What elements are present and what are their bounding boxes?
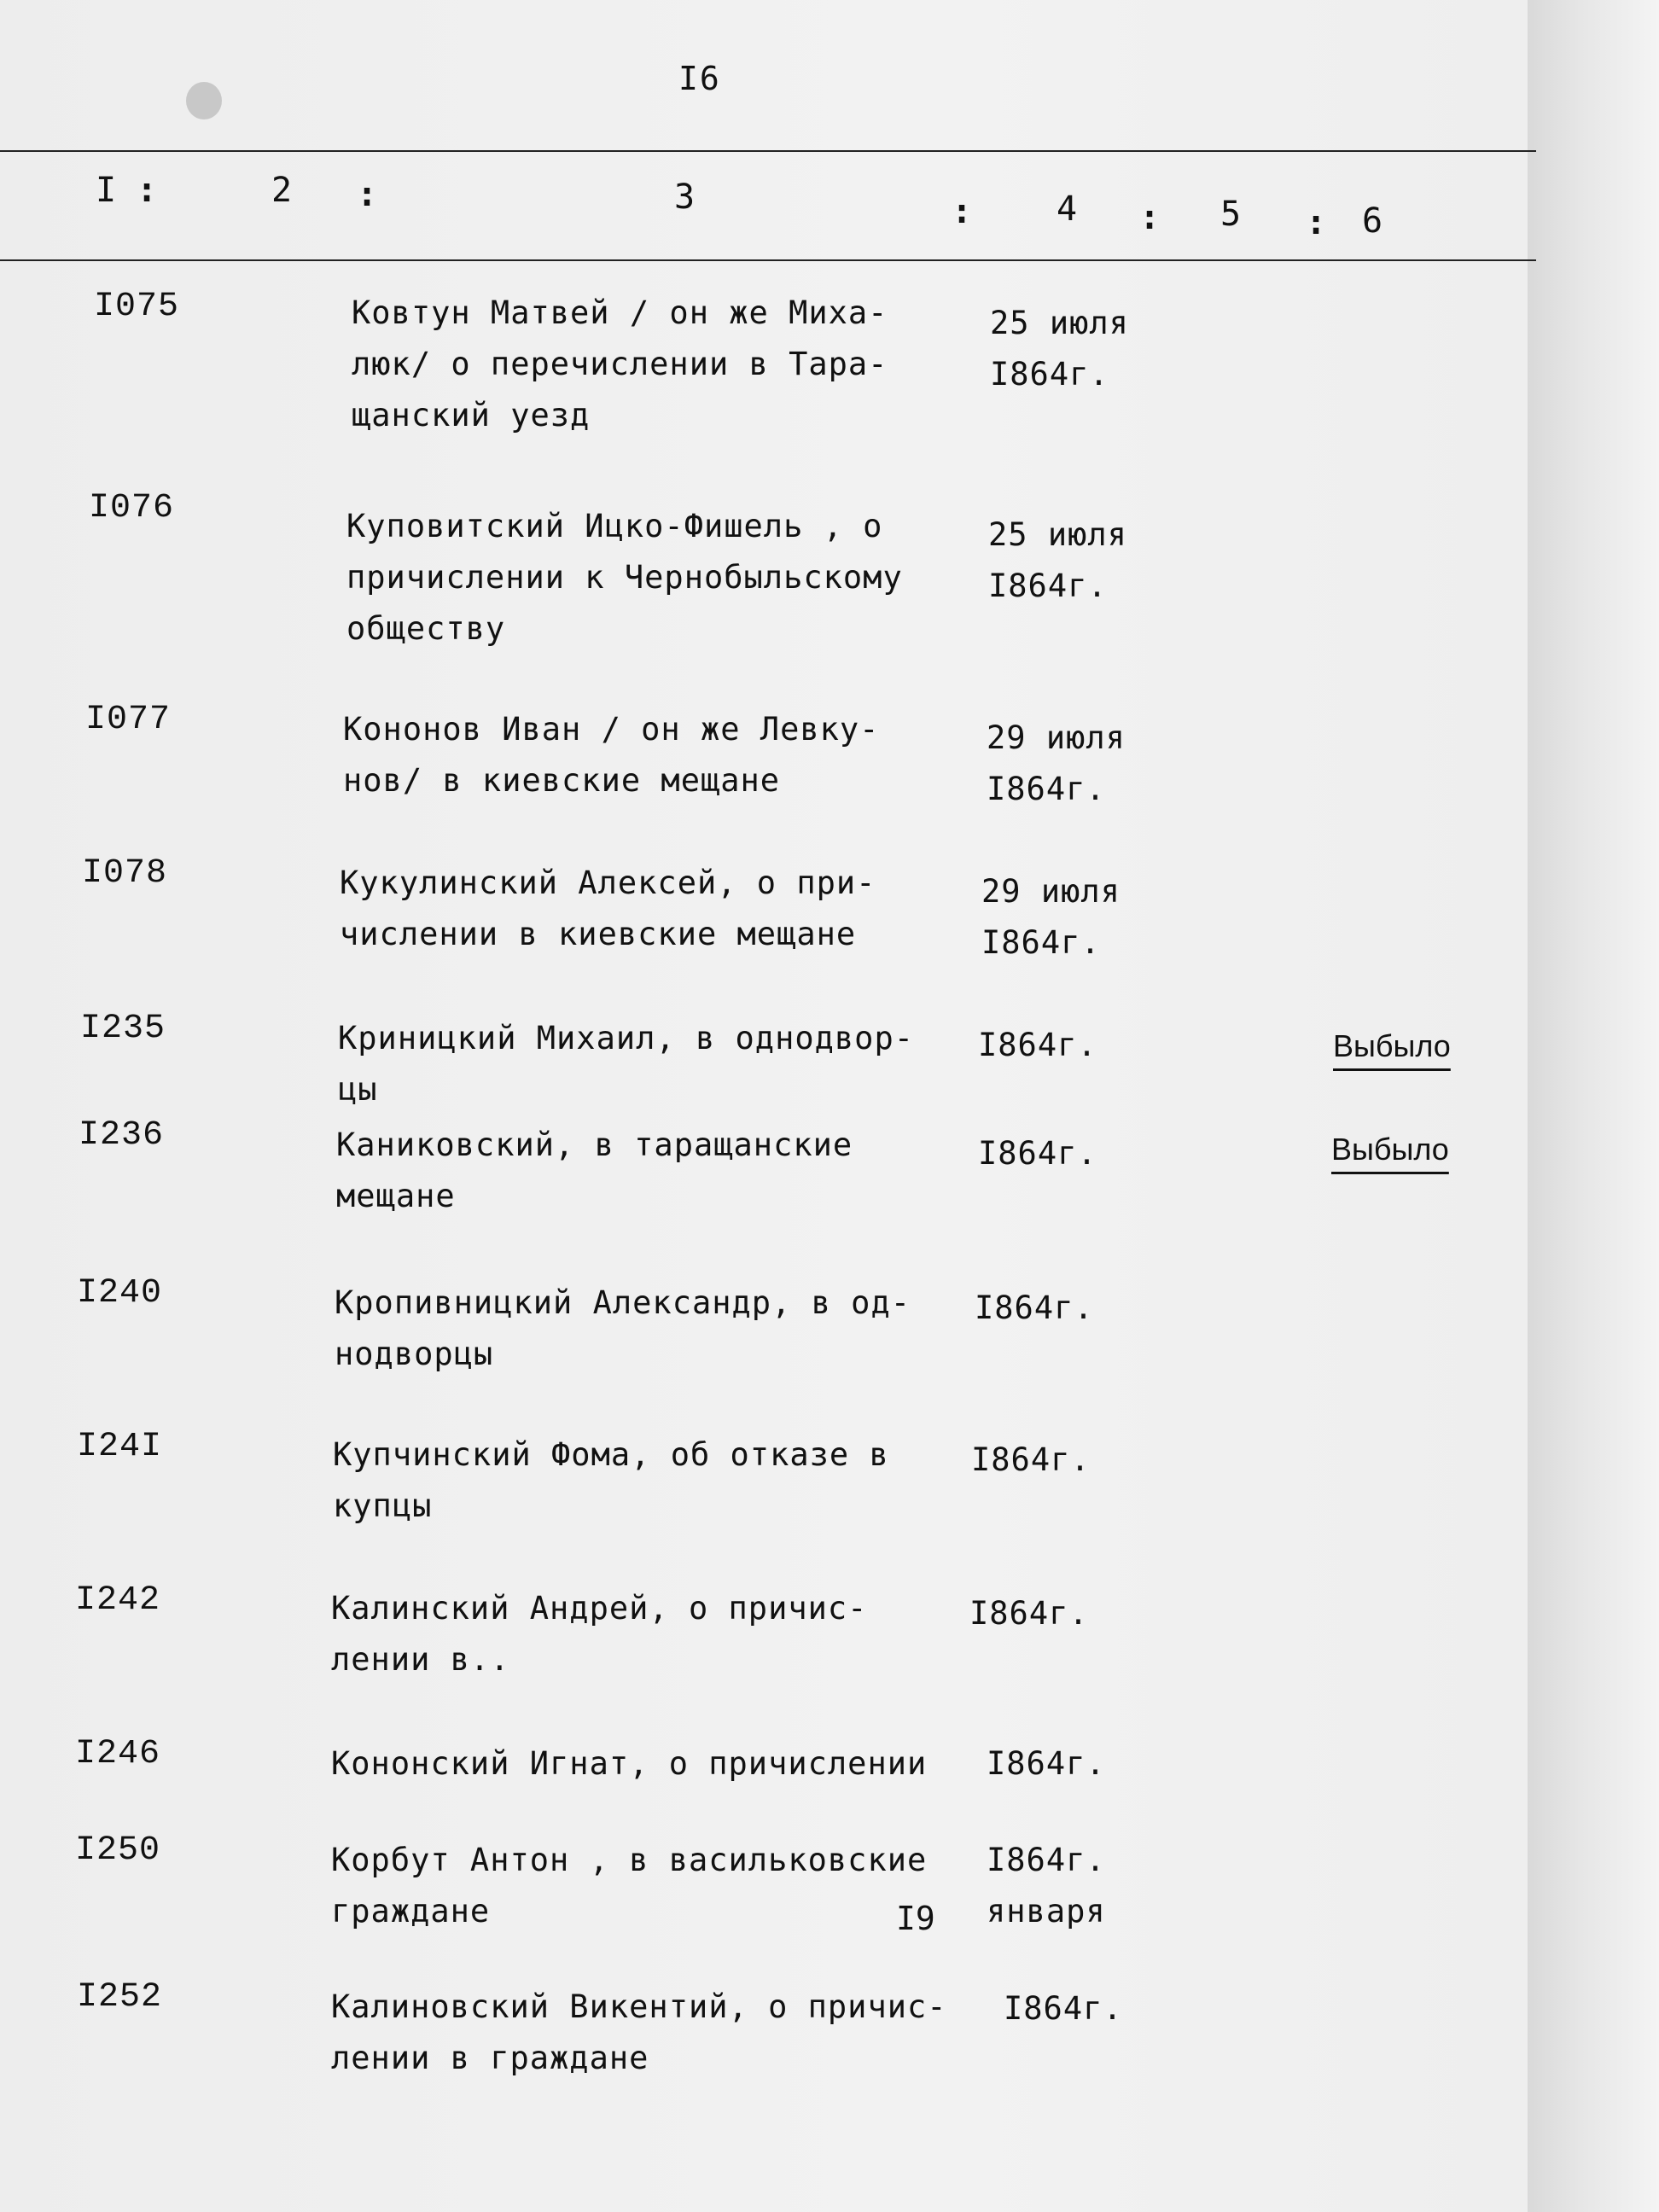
entry-description: Куповитский Ицко-Фишель , о причислении к Чернобыльскому обществу	[346, 508, 903, 647]
entry-number: I077	[85, 701, 172, 739]
status-note: Выбыло	[1331, 1132, 1449, 1167]
column-separator: :	[952, 192, 973, 231]
entry-number: I252	[77, 1978, 163, 2017]
entry-description: Купчинский Фома, об отказе в купцы	[333, 1436, 889, 1524]
entry-description: Кропивницкий Александр, в од- нодворцы	[335, 1284, 911, 1372]
entry-description: Корбут Антон , в васильковские граждане	[331, 1842, 928, 1930]
entry-description: Кононский Игнат, о причислении	[331, 1745, 928, 1782]
entry-date: I864г.	[987, 1745, 1106, 1782]
entry-description: Каниковский, в таращанские мещане	[336, 1126, 853, 1214]
entry-day-number: I9	[896, 1900, 935, 1937]
entry-date: 29 июля I864г.	[987, 719, 1126, 807]
column-header-3: 3	[674, 178, 696, 217]
entry-number: I242	[75, 1581, 161, 1620]
column-separator: :	[357, 175, 378, 214]
entry-number: I076	[89, 489, 175, 527]
page-edge-shadow	[1528, 0, 1659, 2212]
entry-description: Криницкий Михаил, в однодвор- цы	[338, 1020, 915, 1108]
entry-date: 29 июля I864г.	[981, 873, 1121, 961]
entry-date: I864г.	[975, 1289, 1094, 1326]
header-top-rule	[0, 150, 1536, 152]
entry-number: I235	[80, 1010, 166, 1048]
entry-date: 25 июля I864г.	[990, 305, 1129, 393]
page-number: I6	[678, 60, 721, 97]
column-separator: :	[137, 171, 158, 210]
entry-date: I864г.	[971, 1441, 1091, 1478]
entry-number: I246	[75, 1735, 161, 1773]
entry-number: I078	[82, 854, 168, 893]
entry-number: I24I	[77, 1428, 163, 1466]
entry-description: Кукулинский Алексей, о при- числении в киевские мещане	[340, 864, 876, 952]
column-header-5: 5	[1220, 195, 1242, 234]
entry-description: Калинский Андрей, о причис- лении в..	[331, 1590, 868, 1678]
column-header-4: 4	[1057, 189, 1078, 229]
status-note: Выбыло	[1333, 1028, 1451, 1063]
entry-date: 25 июля I864г.	[988, 516, 1127, 604]
entry-date: I864г.	[978, 1135, 1097, 1172]
column-header-6: 6	[1362, 201, 1383, 241]
entry-number: I250	[75, 1831, 161, 1870]
entry-date: I864г.	[1004, 1990, 1123, 2027]
column-separator: :	[1306, 203, 1327, 242]
header-bottom-rule	[0, 259, 1536, 261]
entry-description: Калиновский Викентий, о причис- лении в граждане	[331, 1988, 947, 2076]
column-separator: :	[1139, 198, 1161, 237]
entry-description: Кононов Иван / он же Левку- нов/ в киевские мещане	[343, 711, 880, 799]
entry-number: I075	[94, 288, 180, 326]
entry-description: Ковтун Матвей / он же Миха- люк/ о перечислении в Тара- щанский уезд	[352, 294, 888, 434]
ink-smudge	[186, 82, 222, 119]
entry-date: I864г.	[978, 1027, 1097, 1063]
column-header-2: 2	[271, 171, 293, 210]
column-header-1: I	[96, 171, 117, 210]
entry-number: I240	[77, 1274, 163, 1313]
entry-date: I864г. января	[987, 1842, 1106, 1930]
entry-number: I236	[79, 1116, 165, 1155]
entry-date: I864г.	[969, 1595, 1089, 1632]
